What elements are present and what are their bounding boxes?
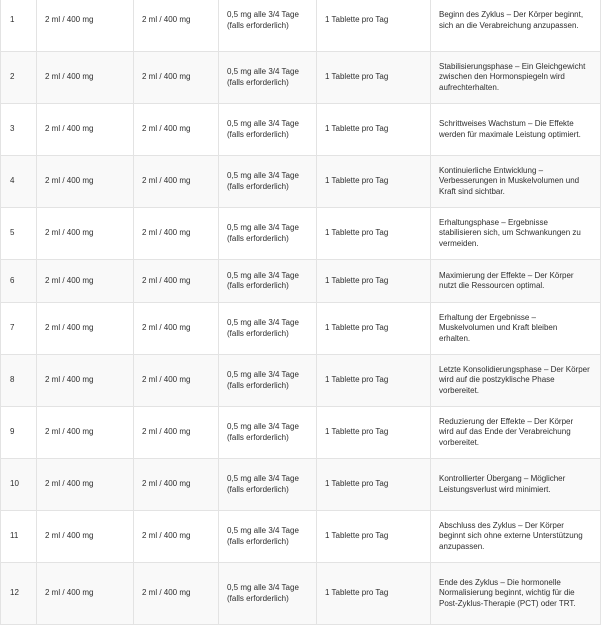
dose-c-cell: 0,5 mg alle 3/4 Tage (falls erforderlich) (219, 459, 317, 511)
dose-c-cell: 0,5 mg alle 3/4 Tage (falls erforderlich) (219, 156, 317, 208)
dose-a-cell: 2 ml / 400 mg (37, 208, 134, 260)
week-number-cell: 8 (1, 355, 37, 407)
phase-note-cell: Stabilisierungsphase – Ein Gleichgewicht zwischen den Hormonspiegeln wird aufrechterhalten. (431, 52, 601, 104)
dose-c-cell: 0,5 mg alle 3/4 Tage (falls erforderlich) (219, 104, 317, 156)
dose-c-cell: 0,5 mg alle 3/4 Tage (falls erforderlich) (219, 303, 317, 355)
dose-c-cell: 0,5 mg alle 3/4 Tage (falls erforderlich) (219, 208, 317, 260)
table-row (1, 407, 601, 459)
dose-a-cell: 2 ml / 400 mg (37, 156, 134, 208)
dose-a-cell: 2 ml / 400 mg (37, 303, 134, 355)
dose-b-cell: 2 ml / 400 mg (134, 563, 219, 625)
phase-note-cell: Reduzierung der Effekte – Der Körper wird auf das Ende der Verabreichung vorbereitet. (431, 407, 601, 459)
dose-a-cell: 2 ml / 400 mg (37, 52, 134, 104)
week-number-cell: 9 (1, 407, 37, 459)
table-row (1, 156, 601, 208)
dose-d-cell: 1 Tablette pro Tag (317, 563, 431, 625)
week-number-cell: 5 (1, 208, 37, 260)
dose-a-cell: 2 ml / 400 mg (37, 104, 134, 156)
week-number-cell: 3 (1, 104, 37, 156)
table-row (1, 0, 601, 52)
table-row (1, 303, 601, 355)
dose-d-cell: 1 Tablette pro Tag (317, 303, 431, 355)
week-number-cell: 12 (1, 563, 37, 625)
dose-b-cell: 2 ml / 400 mg (134, 0, 219, 52)
dose-b-cell: 2 ml / 400 mg (134, 260, 219, 303)
dose-b-cell: 2 ml / 400 mg (134, 104, 219, 156)
dose-b-cell: 2 ml / 400 mg (134, 156, 219, 208)
phase-note-cell: Erhaltung der Ergebnisse – Muskelvolumen und Kraft bleiben erhalten. (431, 303, 601, 355)
week-number-cell: 7 (1, 303, 37, 355)
dose-a-cell: 2 ml / 400 mg (37, 0, 134, 52)
dose-a-cell: 2 ml / 400 mg (37, 511, 134, 563)
table-row (1, 511, 601, 563)
dose-d-cell: 1 Tablette pro Tag (317, 156, 431, 208)
dose-d-cell: 1 Tablette pro Tag (317, 260, 431, 303)
dose-c-cell: 0,5 mg alle 3/4 Tage (falls erforderlich) (219, 511, 317, 563)
dose-d-cell: 1 Tablette pro Tag (317, 208, 431, 260)
dose-c-cell: 0,5 mg alle 3/4 Tage (falls erforderlich) (219, 407, 317, 459)
phase-note-cell: Letzte Konsolidierungsphase – Der Körper wird auf die postzyklische Phase vorbereitet. (431, 355, 601, 407)
dose-a-cell: 2 ml / 400 mg (37, 260, 134, 303)
dose-c-cell: 0,5 mg alle 3/4 Tage (falls erforderlich) (219, 52, 317, 104)
table-row (1, 104, 601, 156)
dose-d-cell: 1 Tablette pro Tag (317, 511, 431, 563)
dose-c-cell: 0,5 mg alle 3/4 Tage (falls erforderlich) (219, 355, 317, 407)
week-number-cell: 10 (1, 459, 37, 511)
dose-d-cell: 1 Tablette pro Tag (317, 104, 431, 156)
table-row (1, 208, 601, 260)
dose-c-cell: 0,5 mg alle 3/4 Tage (falls erforderlich) (219, 563, 317, 625)
phase-note-cell: Maximierung der Effekte – Der Körper nutzt die Ressourcen optimal. (431, 260, 601, 303)
dose-d-cell: 1 Tablette pro Tag (317, 355, 431, 407)
dose-b-cell: 2 ml / 400 mg (134, 52, 219, 104)
dose-a-cell: 2 ml / 400 mg (37, 459, 134, 511)
week-number-cell: 1 (1, 0, 37, 52)
dose-c-cell: 0,5 mg alle 3/4 Tage (falls erforderlich) (219, 0, 317, 52)
table-row (1, 260, 601, 303)
dose-d-cell: 1 Tablette pro Tag (317, 52, 431, 104)
table-body (1, 0, 601, 625)
week-number-cell: 6 (1, 260, 37, 303)
dose-a-cell: 2 ml / 400 mg (37, 407, 134, 459)
phase-note-cell: Kontrollierter Übergang – Möglicher Leistungsverlust wird minimiert. (431, 459, 601, 511)
table-row (1, 355, 601, 407)
dose-b-cell: 2 ml / 400 mg (134, 407, 219, 459)
dose-d-cell: 1 Tablette pro Tag (317, 0, 431, 52)
phase-note-cell: Ende des Zyklus – Die hormonelle Normalisierung beginnt, wichtig für die Post-Zyklus-Therapie (PCT) oder TRT. (431, 563, 601, 625)
phase-note-cell: Abschluss des Zyklus – Der Körper beginnt sich ohne externe Unterstützung anzupassen. (431, 511, 601, 563)
dose-b-cell: 2 ml / 400 mg (134, 511, 219, 563)
table-row (1, 459, 601, 511)
dose-b-cell: 2 ml / 400 mg (134, 459, 219, 511)
week-number-cell: 2 (1, 52, 37, 104)
dose-c-cell: 0,5 mg alle 3/4 Tage (falls erforderlich) (219, 260, 317, 303)
phase-note-cell: Schrittweises Wachstum – Die Effekte werden für maximale Leistung optimiert. (431, 104, 601, 156)
dose-b-cell: 2 ml / 400 mg (134, 355, 219, 407)
dose-b-cell: 2 ml / 400 mg (134, 303, 219, 355)
dose-a-cell: 2 ml / 400 mg (37, 563, 134, 625)
phase-note-cell: Beginn des Zyklus – Der Körper beginnt, sich an die Verabreichung anzupassen. (431, 0, 601, 52)
dose-a-cell: 2 ml / 400 mg (37, 355, 134, 407)
phase-note-cell: Kontinuierliche Entwicklung – Verbesserungen in Muskelvolumen und Kraft sind sichtbar. (431, 156, 601, 208)
week-number-cell: 11 (1, 511, 37, 563)
phase-note-cell: Erhaltungsphase – Ergebnisse stabilisieren sich, um Schwankungen zu vermeiden. (431, 208, 601, 260)
dose-b-cell: 2 ml / 400 mg (134, 208, 219, 260)
dose-d-cell: 1 Tablette pro Tag (317, 459, 431, 511)
table-row (1, 563, 601, 625)
week-number-cell: 4 (1, 156, 37, 208)
table-row (1, 52, 601, 104)
dose-d-cell: 1 Tablette pro Tag (317, 407, 431, 459)
